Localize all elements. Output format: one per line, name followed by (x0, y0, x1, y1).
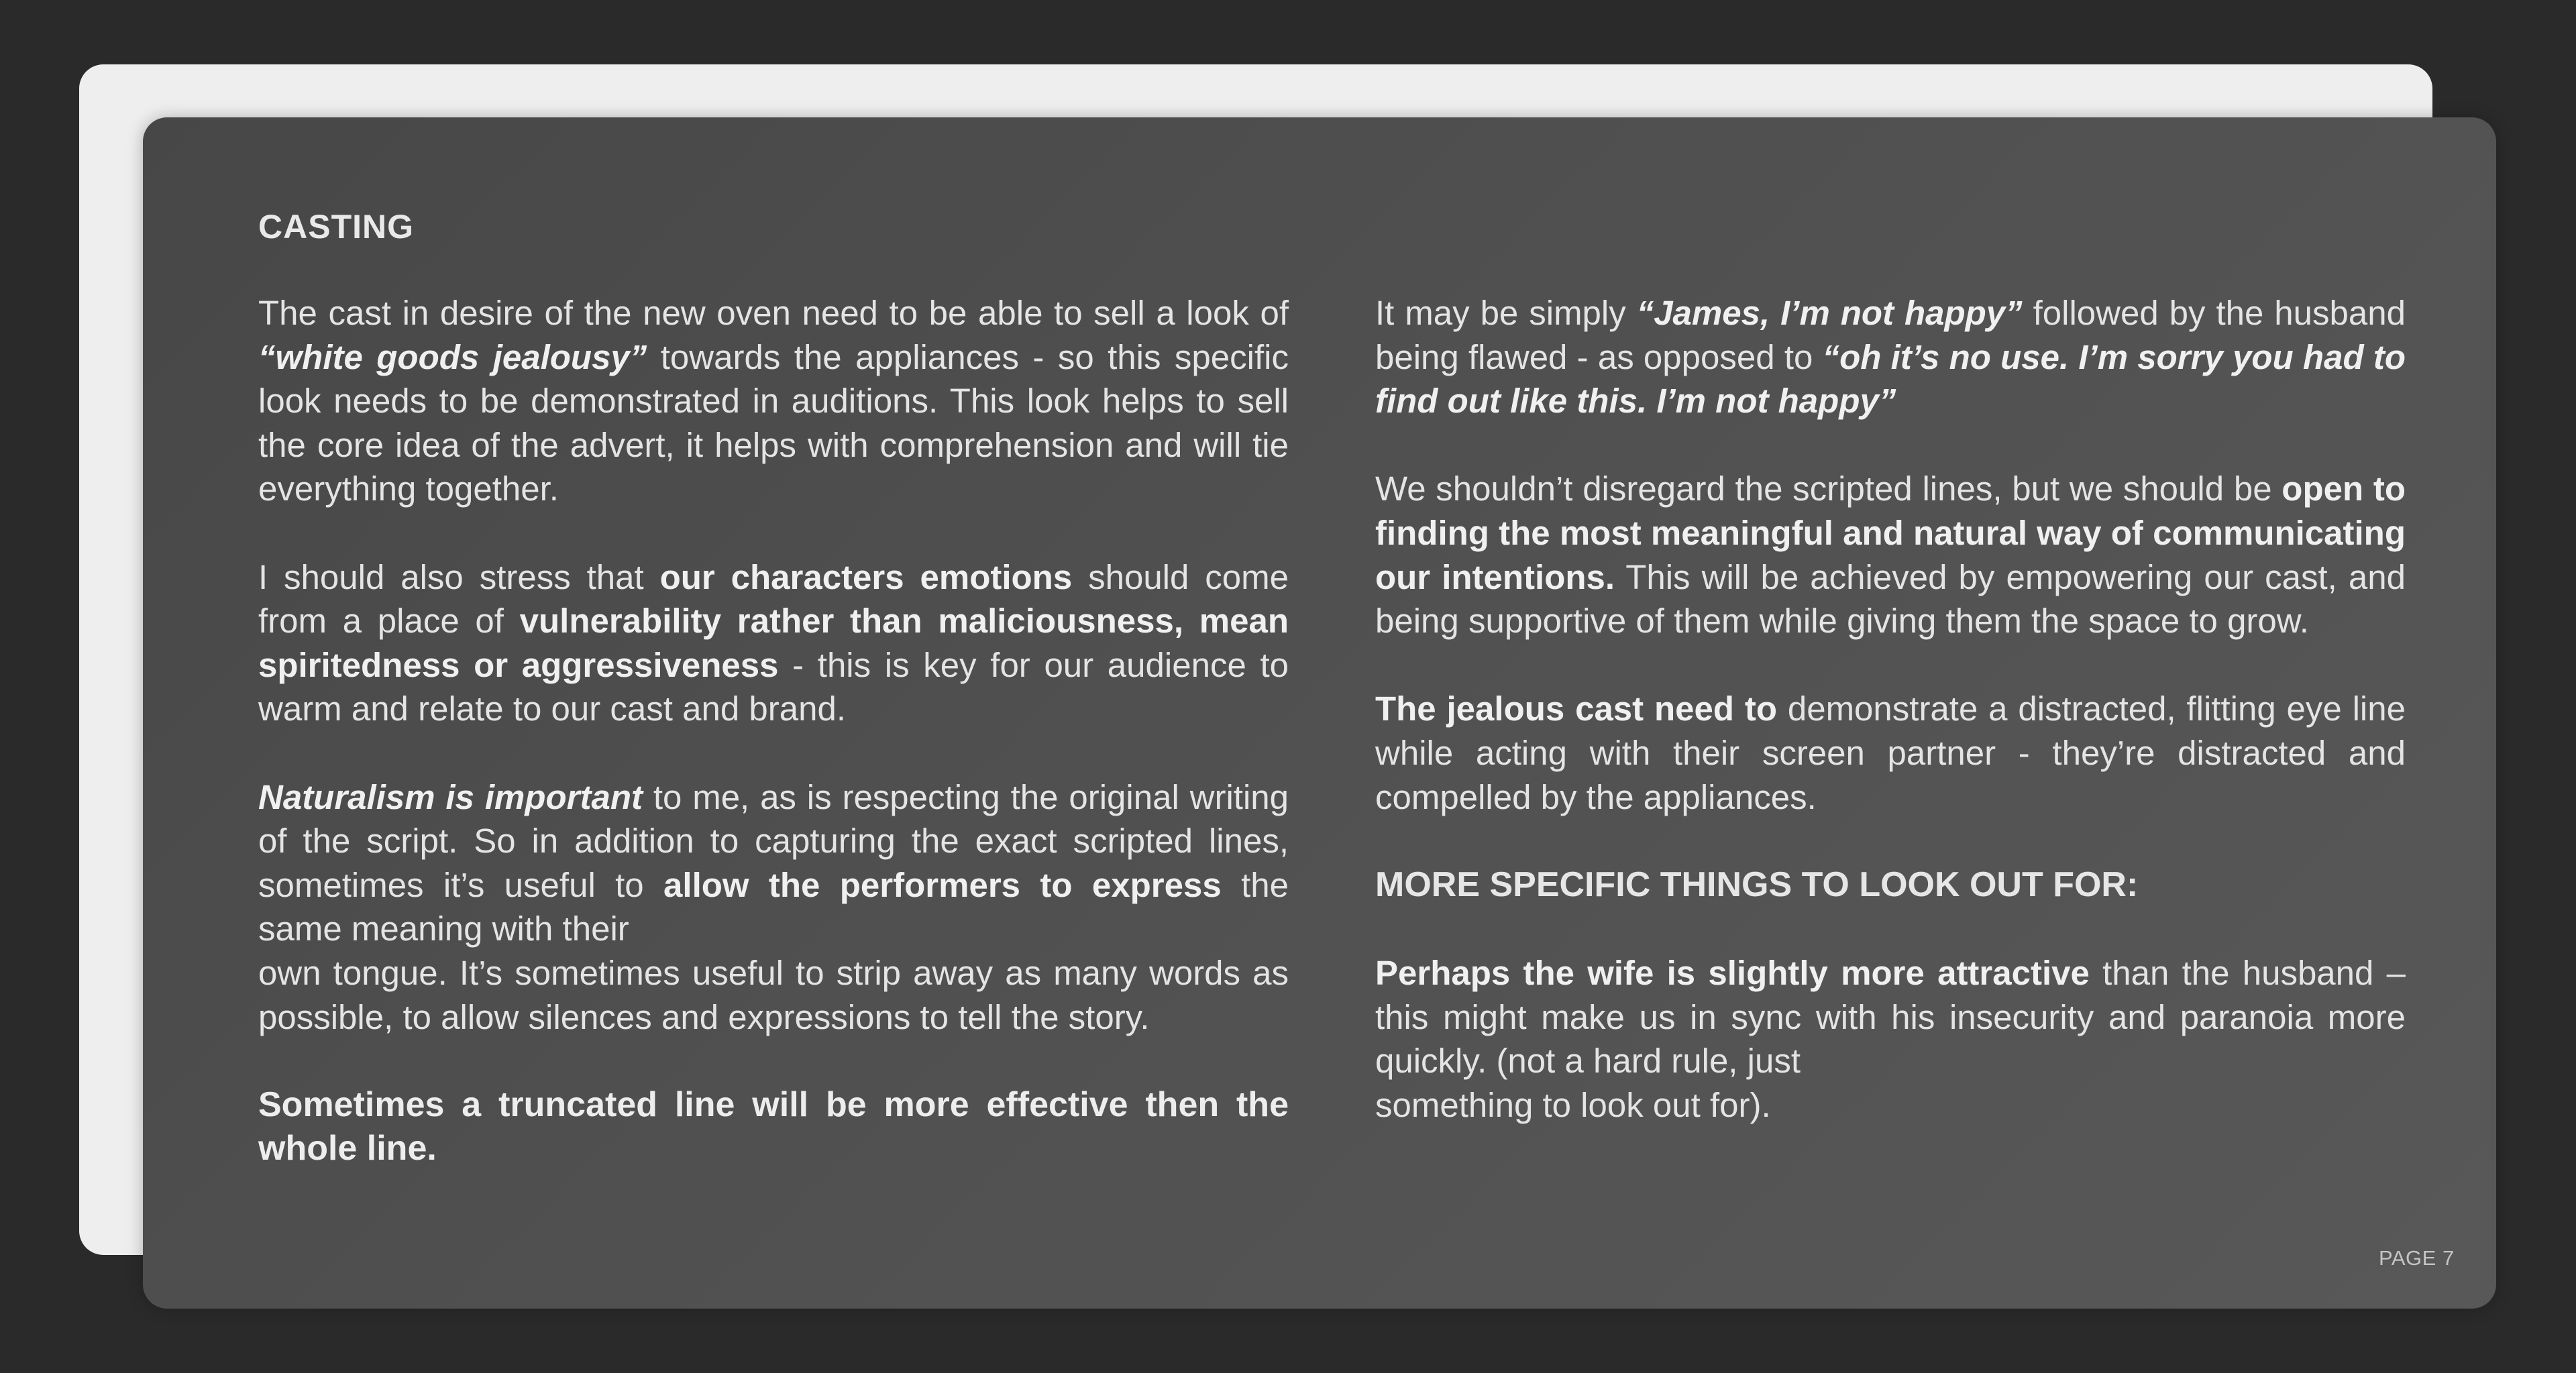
paragraph-jealous-cast (1375, 687, 2406, 819)
text-run: We shouldn’t disregard the scripted lines, but we should be (1375, 470, 2282, 508)
left-column (258, 291, 1289, 1215)
quote-emphasis: “James, I’m not happy” (1636, 294, 2023, 332)
text-run: The cast in desire of the new oven need to be able to sell a look of (258, 294, 1289, 332)
text-run: than the husband – this might make us in sync with his insecurity and paranoia more quickly. (not a hard rule, just (1375, 953, 2406, 1081)
paragraph-white-goods-jealousy (258, 291, 1289, 511)
text-run: It may be simply (1375, 294, 1637, 332)
text-run: should come from a place of (258, 557, 1289, 641)
text-run: I should also stress that (258, 557, 660, 596)
paragraph-truncated-line: Sometimes a truncated line will be more effective then the whole line. (258, 1085, 1289, 1168)
bold-emphasis: our characters emotions (659, 557, 1073, 596)
right-column (1375, 291, 2406, 1171)
bold-emphasis: open to finding the most meaningful and natural way of communicating our intentions. (1375, 470, 2406, 596)
bold-emphasis: The jealous cast need to (1375, 690, 1777, 728)
text-run: demonstrate a distracted, flitting eye line while acting with their screen partner - they’re distracted and compelled by the appliances. (1375, 690, 2406, 816)
text-run: own tongue. It’s sometimes useful to strip away as many words as possible, to allow silences and expressions to tell the story. (258, 953, 1289, 1036)
paragraph-emotions (258, 555, 1289, 731)
italic-emphasis: Naturalism is important (258, 777, 643, 816)
text-run: - this is key for our audience to warm and relate to our cast and brand. (258, 645, 1289, 728)
bold-emphasis: vulnerability rather than maliciousness, mean spiritedness or aggressiveness (258, 602, 1289, 684)
page-title: CASTING (258, 208, 414, 245)
text-run: to me, as is respecting the original writing of the script. So in addition to capturing the exact scripted lines, sometimes it’s useful to (258, 777, 1289, 904)
text-run: This will be achieved by empowering our cast, and being supportive of them while giving them the space to grow. (1375, 557, 2406, 641)
text-run: towards the appliances - so this specific look needs to be demonstrated in auditions. This look helps to sell the core idea of the advert, it helps with comprehension and will tie everything together. (258, 337, 1289, 508)
quote-emphasis: “white goods jealousy” (258, 337, 647, 376)
page-number: PAGE 7 (2379, 1246, 2455, 1270)
paragraph-scripted-lines (1375, 467, 2406, 643)
paragraph-attractive-wife (1375, 951, 2406, 1127)
quote-emphasis: “oh it’s no use. I’m sorry you had to find out like this. I’m not happy” (1375, 337, 2406, 421)
bold-emphasis: Perhaps the wife is slightly more attractive (1375, 953, 2090, 992)
text-run: something to look out for). (1375, 1085, 1771, 1124)
paragraph-not-happy (1375, 291, 2406, 423)
section-heading: MORE SPECIFIC THINGS TO LOOK OUT FOR: (1375, 865, 2139, 904)
bold-emphasis: allow the performers to express (663, 865, 1222, 904)
paragraph-naturalism (258, 775, 1289, 1040)
text-run: the same meaning with their (258, 865, 1289, 948)
text-run: followed by the husband being flawed - as opposed to (1375, 294, 2406, 376)
